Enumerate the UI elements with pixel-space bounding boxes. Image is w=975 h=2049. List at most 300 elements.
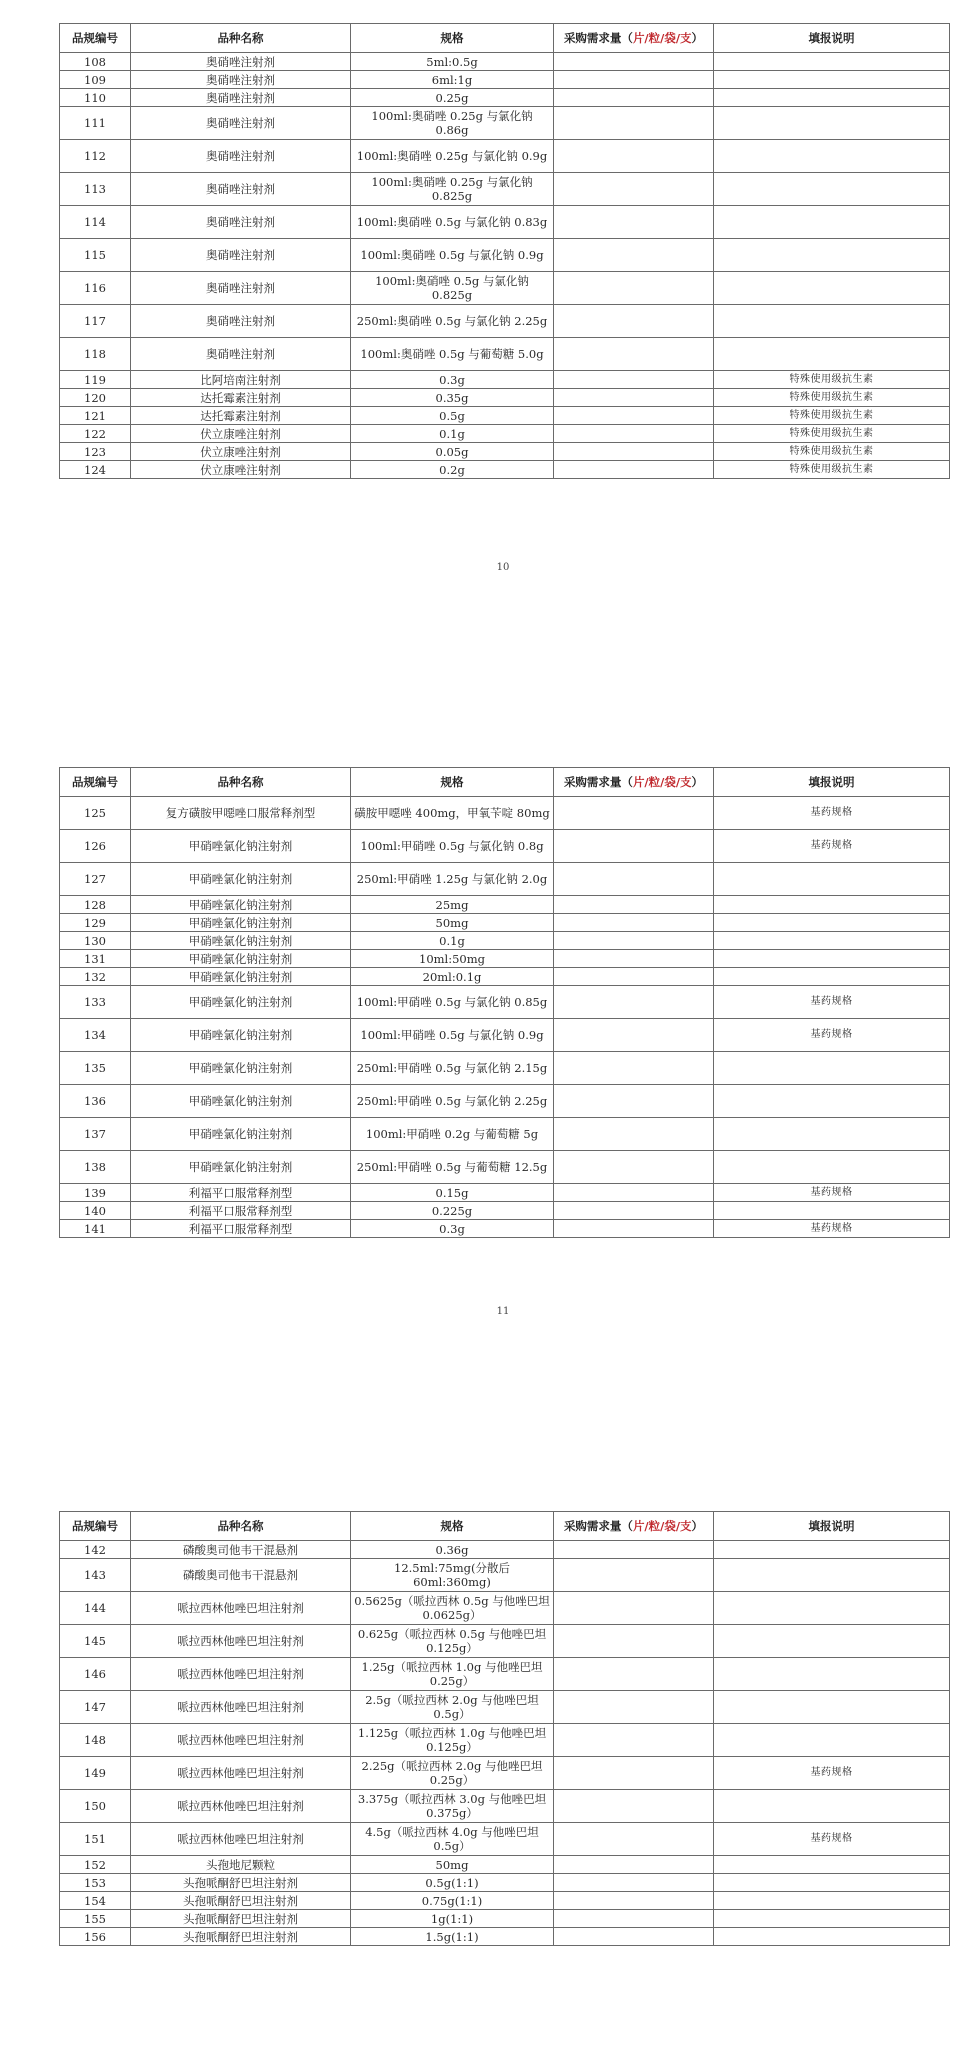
cell-name: 哌拉西林他唑巴坦注射剂 [131, 1691, 351, 1724]
cell-note: 特殊使用级抗生素 [714, 461, 950, 479]
cell-code: 153 [60, 1874, 131, 1892]
header-code: 品规编号 [60, 24, 131, 53]
table-row [60, 1202, 950, 1220]
header-qty-units: 片/粒/袋/支 [632, 31, 692, 45]
page-number: 11 [496, 1306, 510, 1317]
cell-qty[interactable] [554, 1541, 714, 1559]
cell-code: 129 [60, 914, 131, 932]
cell-qty[interactable] [554, 797, 714, 830]
table-row [60, 1790, 950, 1823]
cell-name: 奥硝唑注射剂 [131, 239, 351, 272]
cell-name: 哌拉西林他唑巴坦注射剂 [131, 1790, 351, 1823]
cell-code: 127 [60, 863, 131, 896]
table-body [60, 1541, 950, 1946]
cell-spec: 250ml:甲硝唑 1.25g 与氯化钠 2.0g [351, 863, 554, 896]
cell-code: 111 [60, 107, 131, 140]
cell-code: 109 [60, 71, 131, 89]
cell-spec: 0.3g [351, 371, 554, 389]
cell-note [714, 1559, 950, 1592]
table-row [60, 371, 950, 389]
header-qty-suffix: ） [691, 775, 704, 789]
header-name: 品种名称 [131, 768, 351, 797]
cell-name: 甲硝唑氯化钠注射剂 [131, 896, 351, 914]
cell-spec: 0.05g [351, 443, 554, 461]
cell-qty[interactable] [554, 968, 714, 986]
cell-name: 头孢哌酮舒巴坦注射剂 [131, 1892, 351, 1910]
cell-code: 117 [60, 305, 131, 338]
cell-note [714, 1928, 950, 1946]
cell-code: 150 [60, 1790, 131, 1823]
cell-code: 116 [60, 272, 131, 305]
cell-name: 哌拉西林他唑巴坦注射剂 [131, 1757, 351, 1790]
cell-name: 哌拉西林他唑巴坦注射剂 [131, 1724, 351, 1757]
cell-qty[interactable] [554, 239, 714, 272]
cell-qty[interactable] [554, 1910, 714, 1928]
cell-name: 甲硝唑氯化钠注射剂 [131, 932, 351, 950]
cell-name: 奥硝唑注射剂 [131, 272, 351, 305]
cell-name: 奥硝唑注射剂 [131, 107, 351, 140]
cell-name: 头孢地尼颗粒 [131, 1856, 351, 1874]
table-row [60, 1592, 950, 1625]
cell-code: 156 [60, 1928, 131, 1946]
table-row [60, 89, 950, 107]
cell-note [714, 305, 950, 338]
table-row [60, 305, 950, 338]
table-row [60, 1151, 950, 1184]
cell-qty[interactable] [554, 1658, 714, 1691]
cell-spec: 0.625g（哌拉西林 0.5g 与他唑巴坦 0.125g） [351, 1625, 554, 1658]
cell-note: 基药规格 [714, 1823, 950, 1856]
drug-table-page-11 [59, 767, 950, 1238]
cell-code: 130 [60, 932, 131, 950]
table-row [60, 932, 950, 950]
cell-code: 135 [60, 1052, 131, 1085]
header-code: 品规编号 [60, 768, 131, 797]
table-row [60, 1085, 950, 1118]
header-note: 填报说明 [714, 24, 950, 53]
cell-qty[interactable] [554, 140, 714, 173]
cell-spec: 100ml:甲硝唑 0.5g 与氯化钠 0.9g [351, 1019, 554, 1052]
table-row [60, 107, 950, 140]
table-row [60, 863, 950, 896]
cell-note [714, 239, 950, 272]
cell-code: 137 [60, 1118, 131, 1151]
cell-spec: 1.125g（哌拉西林 1.0g 与他唑巴坦 0.125g） [351, 1724, 554, 1757]
table-row [60, 71, 950, 89]
cell-spec: 50mg [351, 914, 554, 932]
cell-spec: 100ml:甲硝唑 0.5g 与氯化钠 0.85g [351, 986, 554, 1019]
cell-name: 奥硝唑注射剂 [131, 89, 351, 107]
cell-code: 152 [60, 1856, 131, 1874]
cell-note [714, 1691, 950, 1724]
table-row [60, 1691, 950, 1724]
cell-note [714, 1625, 950, 1658]
cell-note [714, 863, 950, 896]
cell-code: 134 [60, 1019, 131, 1052]
cell-spec: 磺胺甲噁唑 400mg，甲氧苄啶 80mg [351, 797, 554, 830]
cell-code: 113 [60, 173, 131, 206]
table-row [60, 1019, 950, 1052]
drug-table-page-10 [59, 23, 950, 479]
cell-spec: 0.35g [351, 389, 554, 407]
header-name: 品种名称 [131, 1512, 351, 1541]
cell-spec: 1.5g(1:1) [351, 1928, 554, 1946]
cell-code: 140 [60, 1202, 131, 1220]
cell-spec: 5ml:0.5g [351, 53, 554, 71]
cell-name: 利福平口服常释剂型 [131, 1202, 351, 1220]
header-note: 填报说明 [714, 768, 950, 797]
cell-name: 甲硝唑氯化钠注射剂 [131, 1118, 351, 1151]
table-row [60, 443, 950, 461]
cell-note: 基药规格 [714, 986, 950, 1019]
cell-name: 达托霉素注射剂 [131, 407, 351, 425]
cell-note: 特殊使用级抗生素 [714, 443, 950, 461]
cell-name: 甲硝唑氯化钠注射剂 [131, 1151, 351, 1184]
cell-spec: 0.1g [351, 425, 554, 443]
cell-note [714, 89, 950, 107]
cell-name: 奥硝唑注射剂 [131, 71, 351, 89]
cell-note [714, 950, 950, 968]
cell-spec: 6ml:1g [351, 71, 554, 89]
cell-qty[interactable] [554, 1874, 714, 1892]
cell-qty[interactable] [554, 272, 714, 305]
table-body [60, 797, 950, 1238]
cell-qty[interactable] [554, 1202, 714, 1220]
cell-name: 复方磺胺甲噁唑口服常释剂型 [131, 797, 351, 830]
cell-name: 哌拉西林他唑巴坦注射剂 [131, 1592, 351, 1625]
table-body [60, 53, 950, 479]
cell-note [714, 1910, 950, 1928]
cell-qty[interactable] [554, 425, 714, 443]
cell-note [714, 1892, 950, 1910]
table-row [60, 1757, 950, 1790]
header-spec: 规格 [351, 1512, 554, 1541]
cell-note [714, 1202, 950, 1220]
cell-name: 甲硝唑氯化钠注射剂 [131, 863, 351, 896]
cell-code: 118 [60, 338, 131, 371]
cell-code: 108 [60, 53, 131, 71]
table-row [60, 1658, 950, 1691]
cell-qty[interactable] [554, 932, 714, 950]
cell-qty[interactable] [554, 1928, 714, 1946]
table-row [60, 896, 950, 914]
cell-name: 头孢哌酮舒巴坦注射剂 [131, 1874, 351, 1892]
cell-code: 114 [60, 206, 131, 239]
cell-code: 142 [60, 1541, 131, 1559]
cell-spec: 0.5625g（哌拉西林 0.5g 与他唑巴坦 0.0625g） [351, 1592, 554, 1625]
cell-code: 154 [60, 1892, 131, 1910]
cell-note [714, 1085, 950, 1118]
cell-note [714, 1541, 950, 1559]
cell-spec: 100ml:奥硝唑 0.25g 与氯化钠 0.9g [351, 140, 554, 173]
cell-qty[interactable] [554, 1691, 714, 1724]
table-row [60, 140, 950, 173]
table-row [60, 797, 950, 830]
cell-code: 125 [60, 797, 131, 830]
cell-name: 伏立康唑注射剂 [131, 443, 351, 461]
cell-note: 基药规格 [714, 1019, 950, 1052]
cell-code: 139 [60, 1184, 131, 1202]
cell-qty[interactable] [554, 1220, 714, 1238]
cell-qty[interactable] [554, 1625, 714, 1658]
cell-name: 比阿培南注射剂 [131, 371, 351, 389]
cell-code: 112 [60, 140, 131, 173]
cell-note [714, 1856, 950, 1874]
header-spec: 规格 [351, 768, 554, 797]
cell-code: 143 [60, 1559, 131, 1592]
cell-spec: 250ml:奥硝唑 0.5g 与氯化钠 2.25g [351, 305, 554, 338]
cell-note: 特殊使用级抗生素 [714, 389, 950, 407]
cell-spec: 0.75g(1:1) [351, 1892, 554, 1910]
cell-qty[interactable] [554, 206, 714, 239]
cell-note [714, 1151, 950, 1184]
cell-name: 奥硝唑注射剂 [131, 53, 351, 71]
cell-spec: 100ml:奥硝唑 0.5g 与氯化钠 0.9g [351, 239, 554, 272]
header-qty-units: 片/粒/袋/支 [632, 775, 692, 789]
table-row [60, 950, 950, 968]
header-qty [554, 768, 714, 797]
cell-spec: 1.25g（哌拉西林 1.0g 与他唑巴坦 0.25g） [351, 1658, 554, 1691]
table-row [60, 1874, 950, 1892]
cell-qty[interactable] [554, 461, 714, 479]
table-row [60, 389, 950, 407]
table-header-row [60, 1512, 950, 1541]
cell-name: 奥硝唑注射剂 [131, 173, 351, 206]
cell-spec: 4.5g（哌拉西林 4.0g 与他唑巴坦 0.5g） [351, 1823, 554, 1856]
cell-note: 基药规格 [714, 1757, 950, 1790]
table-row [60, 338, 950, 371]
cell-spec: 0.1g [351, 932, 554, 950]
table-row [60, 206, 950, 239]
table-row [60, 968, 950, 986]
table-header-row [60, 24, 950, 53]
cell-qty[interactable] [554, 986, 714, 1019]
table-header-row [60, 768, 950, 797]
cell-qty[interactable] [554, 1592, 714, 1625]
cell-name: 利福平口服常释剂型 [131, 1220, 351, 1238]
cell-qty[interactable] [554, 371, 714, 389]
cell-qty[interactable] [554, 71, 714, 89]
cell-note [714, 53, 950, 71]
table-row [60, 1625, 950, 1658]
table-row [60, 1724, 950, 1757]
cell-code: 128 [60, 896, 131, 914]
table-row [60, 1541, 950, 1559]
cell-spec: 0.225g [351, 1202, 554, 1220]
page-number: 10 [496, 562, 510, 573]
cell-qty[interactable] [554, 173, 714, 206]
cell-qty[interactable] [554, 107, 714, 140]
cell-code: 119 [60, 371, 131, 389]
cell-spec: 12.5ml:75mg(分散后 60ml:360mg) [351, 1559, 554, 1592]
cell-qty[interactable] [554, 389, 714, 407]
cell-code: 124 [60, 461, 131, 479]
cell-code: 121 [60, 407, 131, 425]
cell-note [714, 932, 950, 950]
cell-spec: 2.25g（哌拉西林 2.0g 与他唑巴坦 0.25g） [351, 1757, 554, 1790]
cell-name: 甲硝唑氯化钠注射剂 [131, 968, 351, 986]
cell-note [714, 107, 950, 140]
cell-spec: 0.25g [351, 89, 554, 107]
cell-name: 甲硝唑氯化钠注射剂 [131, 1085, 351, 1118]
cell-spec: 2.5g（哌拉西林 2.0g 与他唑巴坦 0.5g） [351, 1691, 554, 1724]
header-qty-suffix: ） [691, 1519, 704, 1533]
cell-note: 基药规格 [714, 830, 950, 863]
cell-spec: 50mg [351, 1856, 554, 1874]
cell-name: 奥硝唑注射剂 [131, 305, 351, 338]
table-row [60, 272, 950, 305]
cell-code: 120 [60, 389, 131, 407]
cell-name: 奥硝唑注射剂 [131, 338, 351, 371]
cell-note [714, 914, 950, 932]
cell-note [714, 206, 950, 239]
cell-spec: 0.3g [351, 1220, 554, 1238]
cell-qty[interactable] [554, 1757, 714, 1790]
cell-spec: 250ml:甲硝唑 0.5g 与氯化钠 2.25g [351, 1085, 554, 1118]
cell-name: 奥硝唑注射剂 [131, 206, 351, 239]
table-row [60, 1910, 950, 1928]
cell-name: 磷酸奥司他韦干混悬剂 [131, 1541, 351, 1559]
cell-name: 头孢哌酮舒巴坦注射剂 [131, 1928, 351, 1946]
cell-note: 基药规格 [714, 1220, 950, 1238]
cell-name: 哌拉西林他唑巴坦注射剂 [131, 1823, 351, 1856]
table-row [60, 1892, 950, 1910]
cell-qty[interactable] [554, 896, 714, 914]
cell-note [714, 338, 950, 371]
cell-name: 哌拉西林他唑巴坦注射剂 [131, 1658, 351, 1691]
cell-qty[interactable] [554, 1823, 714, 1856]
cell-qty[interactable] [554, 338, 714, 371]
header-qty-prefix: 采购需求量（ [563, 1519, 633, 1533]
cell-qty[interactable] [554, 863, 714, 896]
cell-code: 123 [60, 443, 131, 461]
header-code: 品规编号 [60, 1512, 131, 1541]
cell-note [714, 896, 950, 914]
cell-code: 133 [60, 986, 131, 1019]
cell-spec: 250ml:甲硝唑 0.5g 与氯化钠 2.15g [351, 1052, 554, 1085]
cell-spec: 0.5g(1:1) [351, 1874, 554, 1892]
cell-spec: 100ml:奥硝唑 0.25g 与氯化钠 0.825g [351, 173, 554, 206]
cell-qty[interactable] [554, 914, 714, 932]
cell-code: 115 [60, 239, 131, 272]
header-name: 品种名称 [131, 24, 351, 53]
cell-note: 基药规格 [714, 1184, 950, 1202]
cell-qty[interactable] [554, 950, 714, 968]
cell-code: 138 [60, 1151, 131, 1184]
cell-name: 奥硝唑注射剂 [131, 140, 351, 173]
cell-note [714, 71, 950, 89]
table-row [60, 914, 950, 932]
cell-note [714, 272, 950, 305]
cell-name: 甲硝唑氯化钠注射剂 [131, 914, 351, 932]
cell-note [714, 968, 950, 986]
header-note: 填报说明 [714, 1512, 950, 1541]
cell-name: 哌拉西林他唑巴坦注射剂 [131, 1625, 351, 1658]
header-spec: 规格 [351, 24, 554, 53]
table-row [60, 53, 950, 71]
cell-spec: 100ml:奥硝唑 0.5g 与氯化钠 0.83g [351, 206, 554, 239]
cell-spec: 20ml:0.1g [351, 968, 554, 986]
cell-spec: 100ml:奥硝唑 0.5g 与葡萄糖 5.0g [351, 338, 554, 371]
cell-qty[interactable] [554, 443, 714, 461]
table-row [60, 239, 950, 272]
cell-code: 146 [60, 1658, 131, 1691]
cell-name: 利福平口服常释剂型 [131, 1184, 351, 1202]
cell-qty[interactable] [554, 1118, 714, 1151]
cell-spec: 10ml:50mg [351, 950, 554, 968]
header-qty [554, 24, 714, 53]
cell-code: 147 [60, 1691, 131, 1724]
cell-code: 149 [60, 1757, 131, 1790]
cell-qty[interactable] [554, 830, 714, 863]
header-qty-prefix: 采购需求量（ [563, 775, 633, 789]
cell-qty[interactable] [554, 1724, 714, 1757]
cell-note [714, 1724, 950, 1757]
cell-code: 145 [60, 1625, 131, 1658]
cell-qty[interactable] [554, 53, 714, 71]
cell-name: 伏立康唑注射剂 [131, 461, 351, 479]
cell-spec: 100ml:奥硝唑 0.25g 与氯化钠 0.86g [351, 107, 554, 140]
cell-code: 126 [60, 830, 131, 863]
cell-name: 甲硝唑氯化钠注射剂 [131, 830, 351, 863]
table-row [60, 1118, 950, 1151]
cell-qty[interactable] [554, 1856, 714, 1874]
cell-code: 110 [60, 89, 131, 107]
cell-qty[interactable] [554, 1184, 714, 1202]
cell-code: 141 [60, 1220, 131, 1238]
cell-name: 头孢哌酮舒巴坦注射剂 [131, 1910, 351, 1928]
cell-qty[interactable] [554, 1151, 714, 1184]
cell-name: 磷酸奥司他韦干混悬剂 [131, 1559, 351, 1592]
cell-qty[interactable] [554, 1019, 714, 1052]
cell-code: 144 [60, 1592, 131, 1625]
cell-note: 特殊使用级抗生素 [714, 425, 950, 443]
table-row [60, 1559, 950, 1592]
cell-note [714, 1658, 950, 1691]
header-qty-prefix: 采购需求量（ [563, 31, 633, 45]
cell-qty[interactable] [554, 1892, 714, 1910]
cell-spec: 100ml:甲硝唑 0.5g 与氯化钠 0.8g [351, 830, 554, 863]
cell-qty[interactable] [554, 407, 714, 425]
cell-spec: 3.375g（哌拉西林 3.0g 与他唑巴坦 0.375g） [351, 1790, 554, 1823]
cell-qty[interactable] [554, 1559, 714, 1592]
cell-qty[interactable] [554, 89, 714, 107]
cell-code: 132 [60, 968, 131, 986]
table-row [60, 1823, 950, 1856]
cell-spec: 250ml:甲硝唑 0.5g 与葡萄糖 12.5g [351, 1151, 554, 1184]
table-row [60, 1856, 950, 1874]
cell-spec: 100ml:奥硝唑 0.5g 与氯化钠 0.825g [351, 272, 554, 305]
cell-qty[interactable] [554, 1790, 714, 1823]
cell-qty[interactable] [554, 1085, 714, 1118]
cell-name: 甲硝唑氯化钠注射剂 [131, 986, 351, 1019]
cell-note: 特殊使用级抗生素 [714, 371, 950, 389]
table-row [60, 986, 950, 1019]
table-row [60, 173, 950, 206]
cell-code: 136 [60, 1085, 131, 1118]
table-row [60, 461, 950, 479]
cell-qty[interactable] [554, 1052, 714, 1085]
cell-note [714, 173, 950, 206]
cell-spec: 0.36g [351, 1541, 554, 1559]
cell-note [714, 1118, 950, 1151]
table-row [60, 407, 950, 425]
cell-code: 122 [60, 425, 131, 443]
cell-qty[interactable] [554, 305, 714, 338]
cell-code: 148 [60, 1724, 131, 1757]
table-row [60, 425, 950, 443]
cell-spec: 0.2g [351, 461, 554, 479]
